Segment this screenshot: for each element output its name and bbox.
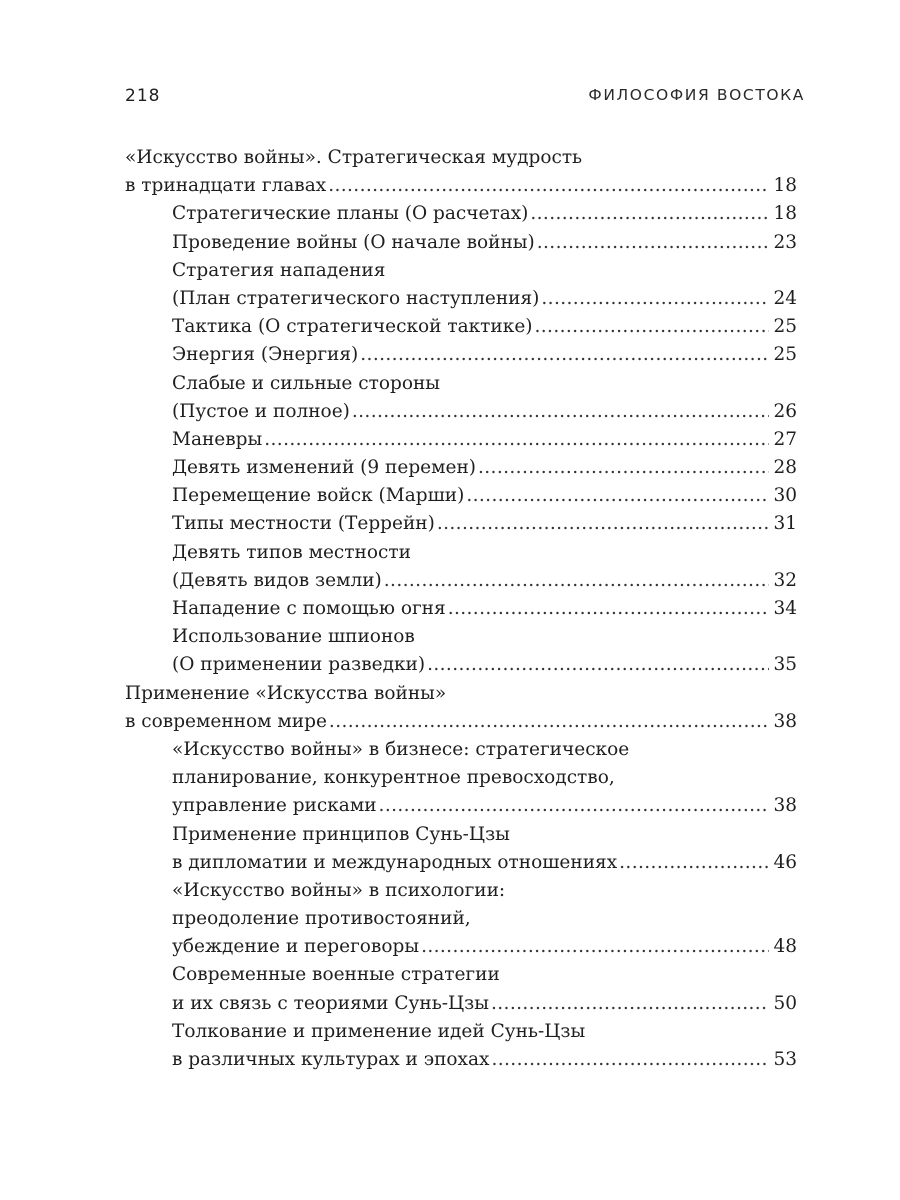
toc-entry-title: (План стратегического наступления)	[172, 287, 540, 309]
toc-entry-title: (Пустое и полное)	[172, 400, 350, 422]
toc-entry	[125, 736, 797, 821]
toc-line-with-page	[125, 567, 797, 595]
toc-entry-title: и их связь с теориями Сунь-Цзы	[172, 992, 489, 1014]
toc-page-number: 30	[773, 485, 797, 507]
dot-leader	[264, 426, 769, 454]
toc-entry-title: Энергия (Энергия)	[172, 344, 359, 366]
toc-entry-title: преодоление противостояний,	[172, 908, 471, 930]
dot-leader	[384, 567, 770, 595]
toc-entry	[125, 313, 797, 341]
toc-entry	[125, 623, 797, 679]
dot-leader	[329, 708, 770, 736]
toc-page-number: 25	[773, 316, 797, 338]
toc-page-number: 50	[773, 992, 797, 1014]
toc-line-with-page	[125, 708, 797, 736]
toc-entry-title: Проведение войны (О начале войны)	[172, 231, 535, 253]
toc-entry-title: Слабые и сильные стороны	[172, 372, 441, 394]
toc-page-number: 48	[773, 936, 797, 958]
toc-entry-title: в различных культурах и эпохах	[172, 1049, 490, 1070]
toc-line-with-page	[125, 341, 797, 369]
toc-entry-title: Маневры	[172, 428, 263, 450]
toc-entry	[125, 200, 797, 228]
toc-entry-title: Перемещение войск (Марши)	[172, 485, 465, 507]
toc-entry	[125, 539, 797, 595]
dot-leader	[328, 172, 769, 200]
toc-line-with-page	[125, 172, 797, 200]
toc-entry-title: Применение принципов Сунь-Цзы	[172, 823, 510, 845]
toc-line-with-page	[125, 849, 797, 877]
toc-entry-title: «Искусство войны». Стратегическая мудрость	[125, 147, 583, 168]
toc-entry-title: планирование, конкурентное превосходство,	[172, 767, 615, 789]
toc-line-with-page	[125, 482, 797, 510]
toc-line-with-page	[125, 1046, 797, 1074]
toc-entry	[125, 821, 797, 877]
toc-line-with-page	[125, 200, 797, 228]
dot-leader	[466, 482, 769, 510]
dot-leader	[478, 454, 769, 482]
dot-leader	[619, 849, 769, 877]
page-number: 218	[125, 86, 161, 106]
toc-line-with-page	[125, 651, 797, 679]
toc-page-number: 18	[773, 203, 797, 225]
toc-line-with-page	[125, 595, 797, 623]
dot-leader	[491, 990, 769, 1018]
toc-entry	[125, 482, 797, 510]
dot-leader	[352, 398, 770, 426]
toc-line-with-page	[125, 398, 797, 426]
toc-entry-title: в тринадцати главах	[125, 175, 327, 197]
table-of-contents	[125, 144, 797, 1074]
toc-entry-title: Применение «Искусства войны»	[125, 682, 447, 704]
dot-leader	[437, 510, 770, 538]
toc-entry	[125, 510, 797, 538]
toc-entry-title: Толкование и применение идей Сунь-Цзы	[172, 1020, 586, 1042]
toc-page-number: 38	[773, 795, 797, 817]
toc-page-number: 32	[773, 569, 797, 591]
dot-leader	[530, 200, 769, 228]
toc-entry-title: Девять типов местности	[172, 541, 411, 563]
toc-entry-title: Тактика (О стратегической тактике)	[172, 316, 533, 338]
toc-page-number: 24	[773, 287, 797, 309]
toc-entry	[125, 257, 797, 313]
dot-leader	[534, 313, 769, 341]
toc-line-with-page	[125, 313, 797, 341]
toc-line-with-page	[125, 933, 797, 961]
dot-leader	[491, 1046, 769, 1074]
toc-entry	[125, 1018, 797, 1074]
toc-line-with-page	[125, 792, 797, 820]
toc-entry-title: управление рисками	[172, 795, 377, 817]
toc-page-number: 38	[773, 710, 797, 732]
toc-page-number: 28	[773, 457, 797, 479]
toc-line-with-page	[125, 454, 797, 482]
toc-entry-title: убеждение и переговоры	[172, 936, 420, 958]
dot-leader	[541, 285, 769, 313]
toc-entry-title: Использование шпионов	[172, 626, 415, 648]
toc-entry-title: Типы местности (Террейн)	[172, 513, 435, 535]
toc-page-number: 27	[773, 428, 797, 450]
toc-entry	[125, 370, 797, 426]
toc-page-number: 18	[773, 175, 797, 197]
running-head: ФИЛОСОФИЯ ВОСТОКА	[588, 86, 805, 104]
dot-leader	[448, 595, 770, 623]
toc-entry-title: «Искусство войны» в бизнесе: стратегическое	[172, 738, 630, 760]
toc-entry-title: Современные военные стратегии	[172, 964, 500, 986]
toc-entry	[125, 877, 797, 962]
toc-line-with-page	[125, 426, 797, 454]
toc-entry-title: Стратегия нападения	[172, 259, 386, 281]
toc-entry-title: (О применении разведки)	[172, 654, 426, 676]
toc-page-number: 46	[773, 851, 797, 873]
toc-entry	[125, 454, 797, 482]
toc-entry	[125, 595, 797, 623]
dot-leader	[537, 229, 770, 257]
toc-page-number: 26	[773, 400, 797, 422]
toc-page-number: 31	[773, 513, 797, 535]
toc-page-number: 35	[773, 654, 797, 676]
dot-leader	[360, 341, 769, 369]
toc-entry-title: Девять изменений (9 перемен)	[172, 457, 476, 479]
toc-entry-title: в дипломатии и международных отношениях	[172, 851, 618, 873]
toc-line-with-page	[125, 285, 797, 313]
toc-page-number: 53	[773, 1049, 797, 1070]
toc-line-with-page	[125, 510, 797, 538]
toc-entry-title: «Искусство войны» в психологии:	[172, 879, 506, 901]
toc-line-with-page	[125, 990, 797, 1018]
toc-entry-title: в современном мире	[125, 710, 327, 732]
toc-entry	[125, 341, 797, 369]
toc-entry-title: Нападение с помощью огня	[172, 598, 446, 619]
toc-entry-title: Стратегические планы (О расчетах)	[172, 203, 529, 225]
toc-page-number: 23	[773, 231, 797, 253]
toc-section	[125, 680, 797, 736]
toc-page-number: 25	[773, 344, 797, 366]
toc-entry	[125, 229, 797, 257]
toc-page-number: 34	[773, 598, 797, 619]
toc-entry	[125, 961, 797, 1017]
dot-leader	[379, 792, 770, 820]
dot-leader	[427, 651, 769, 679]
dot-leader	[421, 933, 769, 961]
toc-line-with-page	[125, 229, 797, 257]
toc-entry-title: (Девять видов земли)	[172, 569, 382, 591]
toc-entry	[125, 426, 797, 454]
toc-section	[125, 144, 797, 200]
